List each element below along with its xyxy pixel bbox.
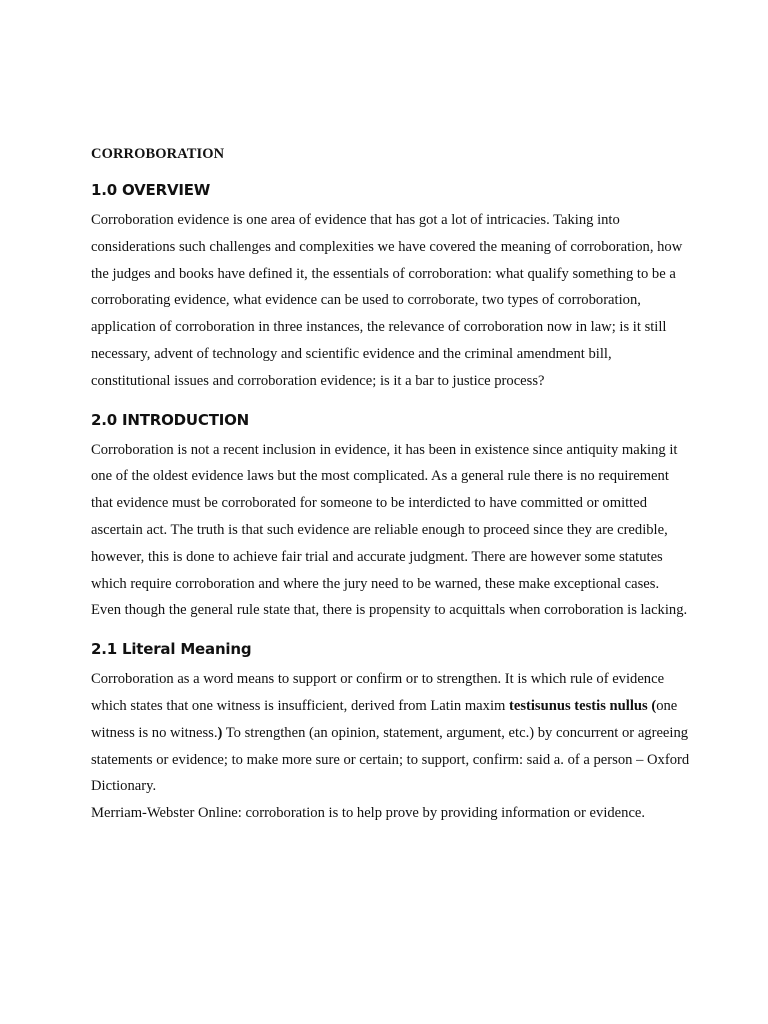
section-heading-overview: 1.0 OVERVIEW — [91, 181, 211, 199]
section-introduction — [91, 409, 691, 625]
merriam-webster-line: Merriam-Webster Online: corroboration is to help prove by providing information or evidence. — [91, 805, 646, 822]
literal-meaning-text-1: Corroboration as a word means to support or confirm or to strengthen. It is which rule of evidence which states that one witness is insufficient, derived from Latin maxim — [91, 671, 665, 714]
literal-meaning-text-2: one witness is no witness. — [91, 697, 678, 741]
closing-paren: ) — [217, 724, 223, 741]
section-heading-introduction: 2.0 INTRODUCTION — [91, 410, 250, 429]
section-literal-meaning — [91, 638, 691, 827]
section-paragraph-introduction: Corroboration is not a recent inclusion in evidence, it has been in existence since antiquity making it one of the oldest evidence laws but the most complicated. As a general rule there is no requirement that evidence must be corroborated for someone to be interdicted to have committed or omitted ascertain act. The truth is that such evidence are reliable enough to proceed since they are credible, however, this is done to achieve fair trial and accurate judgment. There are however some statutes which require corroboration and where the jury need to be warned, these make exceptional cases. Even though the general rule state that, there is propensity to acquittals when corroboration is lacking. — [91, 441, 688, 619]
latin-maxim: testisunus testis nullus ( — [509, 697, 657, 714]
document-content — [91, 143, 691, 839]
section-paragraph-overview: Corroboration evidence is one area of evidence that has got a lot of intricacies. Taking into considerations such challenges and complexities we have covered the meaning of corroboration, how the judges and books have defined it, the essentials of corroboration: what qualify something to be a corroborating evidence, what evidence can be used to corroborate, two types of corroboration, application of corroboration in three instances, the relevance of corroboration now in law; is it still necessary, advent of technology and scientific evidence and the criminal amendment bill, constitutional issues and corroboration evidence; is it a bar to justice process? — [91, 212, 683, 389]
literal-meaning-text-3: To strengthen (an opinion, statement, argument, etc.) by concurrent or agreeing statements or evidence; to make more sure or certain; to support, confirm: said a. of a person – Oxford Dictionary. — [91, 724, 690, 795]
section-overview — [91, 179, 691, 395]
document-title: CORROBORATION — [91, 146, 225, 162]
section-heading-literal-meaning: 2.1 Literal Meaning — [91, 640, 252, 659]
section-paragraph-literal-meaning — [91, 666, 691, 827]
